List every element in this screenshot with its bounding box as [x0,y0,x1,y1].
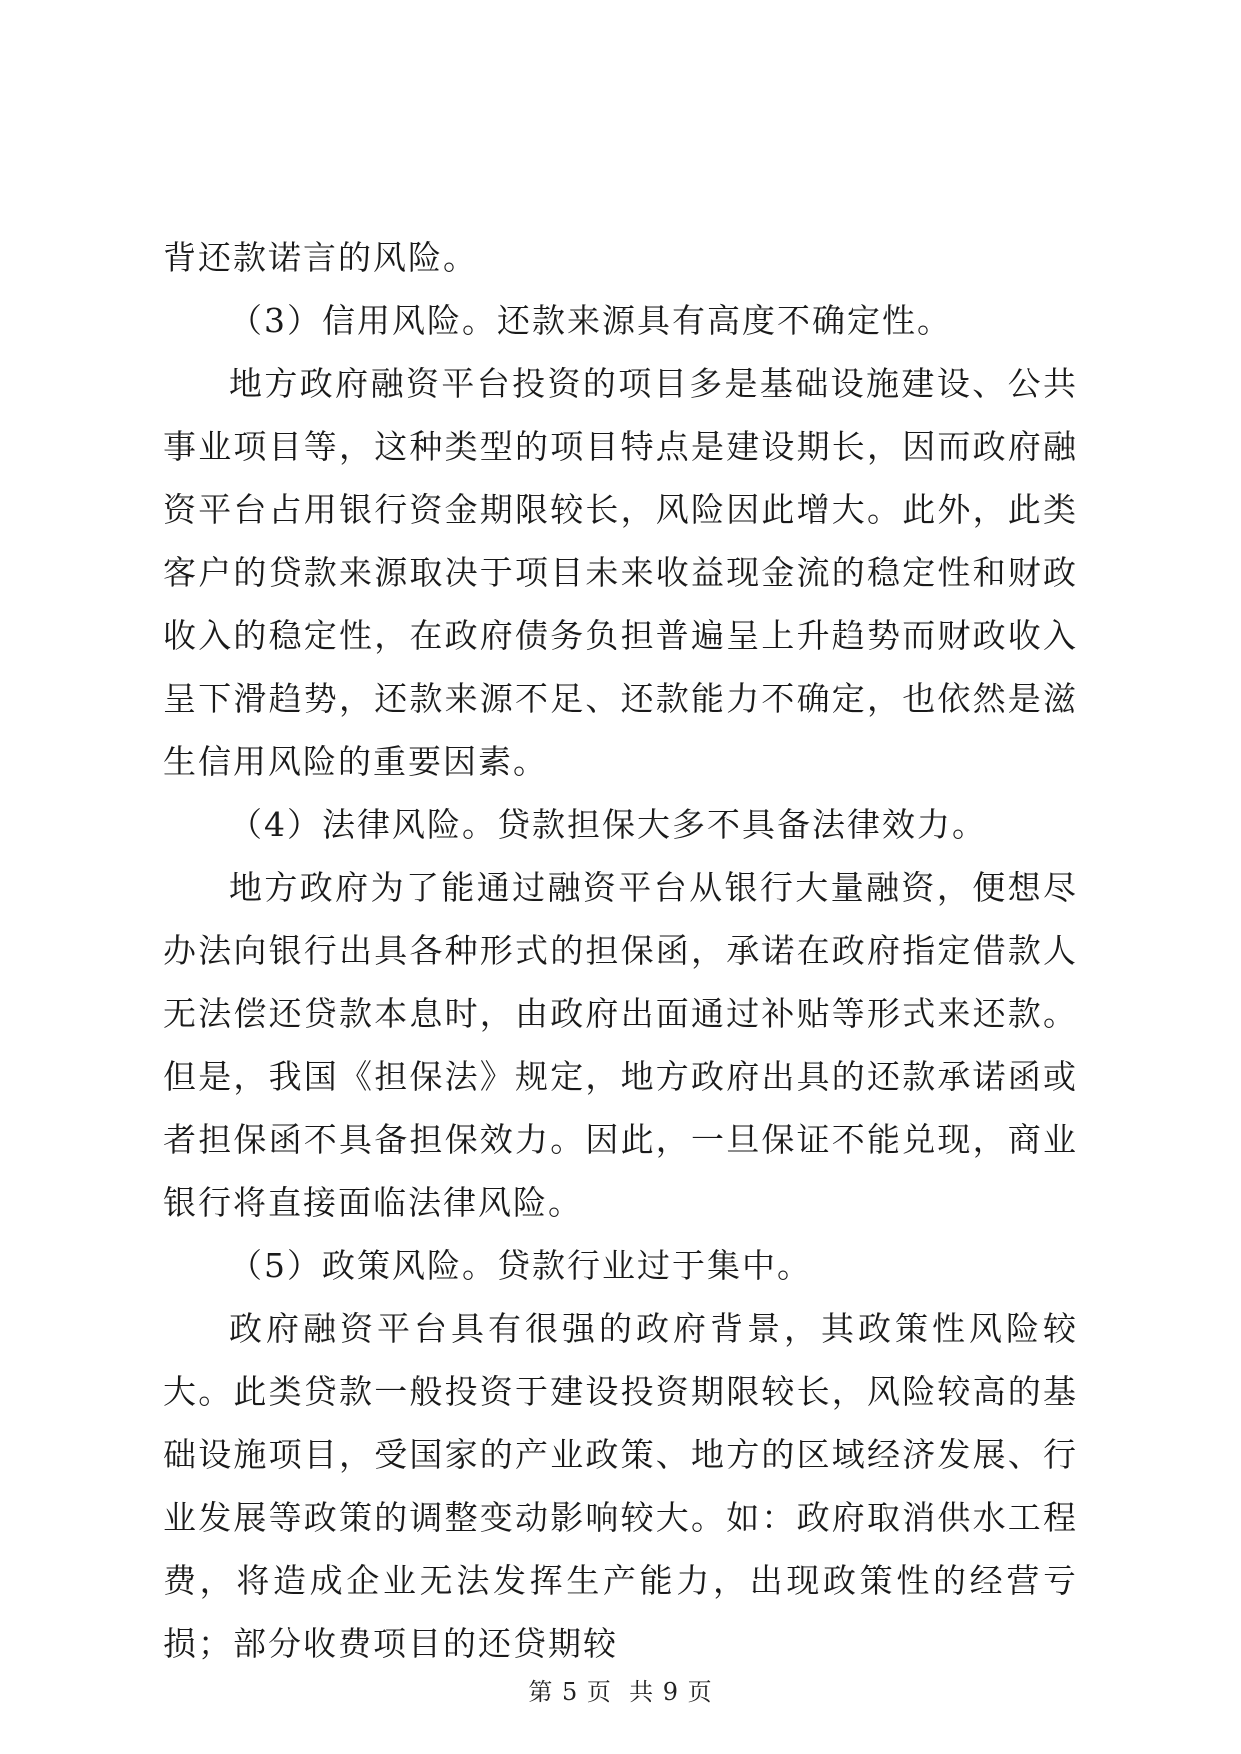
page-footer [0,1672,1241,1707]
paragraph-continuation: 背还款诺言的风险。 [163,238,478,277]
paragraph-legal-risk-body: 地方政府为了能通过融资平台从银行大量融资，便想尽办法向银行出具各种形式的担保函，承诺在政府指定借款人无法偿还贷款本息时，由政府出面通过补贴等形式来还款。但是，我国《担保法》规定，地方政府出具的还款承诺函或者担保函不具备担保效力。因此，一旦保证不能兑现，商业银行将直接面临法律风险。 [163,868,1078,1222]
paragraph-heading-credit-risk: （3）信用风险。还款来源具有高度不确定性。 [229,301,952,340]
paragraph-heading-legal-risk: （4）法律风险。贷款担保大多不具备法律效力。 [229,805,987,844]
paragraph-credit-risk-body: 地方政府融资平台投资的项目多是基础设施建设、公共事业项目等，这种类型的项目特点是建设期长，因而政府融资平台占用银行资金期限较长，风险因此增大。此外，此类客户的贷款来源取决于项目未来收益现金流的稳定性和财政收入的稳定性，在政府债务负担普遍呈上升趋势而财政收入呈下滑趋势，还款来源不足、还款能力不确定，也依然是滋生信用风险的重要因素。 [163,364,1078,781]
paragraph-policy-risk-body: 政府融资平台具有很强的政府背景，其政策性风险较大。此类贷款一般投资于建设投资期限较长，风险较高的基础设施项目，受国家的产业政策、地方的区域经济发展、行业发展等政策的调整变动影响较大。如：政府取消供水工程费，将造成企业无法发挥生产能力，出现政策性的经营亏损；部分收费项目的还贷期较 [163,1309,1078,1663]
document-body [163,226,1078,1675]
paragraph-heading-policy-risk: （5）政策风险。贷款行业过于集中。 [229,1246,812,1285]
page-number: 第 5 页 共 9 页 [528,1678,713,1706]
